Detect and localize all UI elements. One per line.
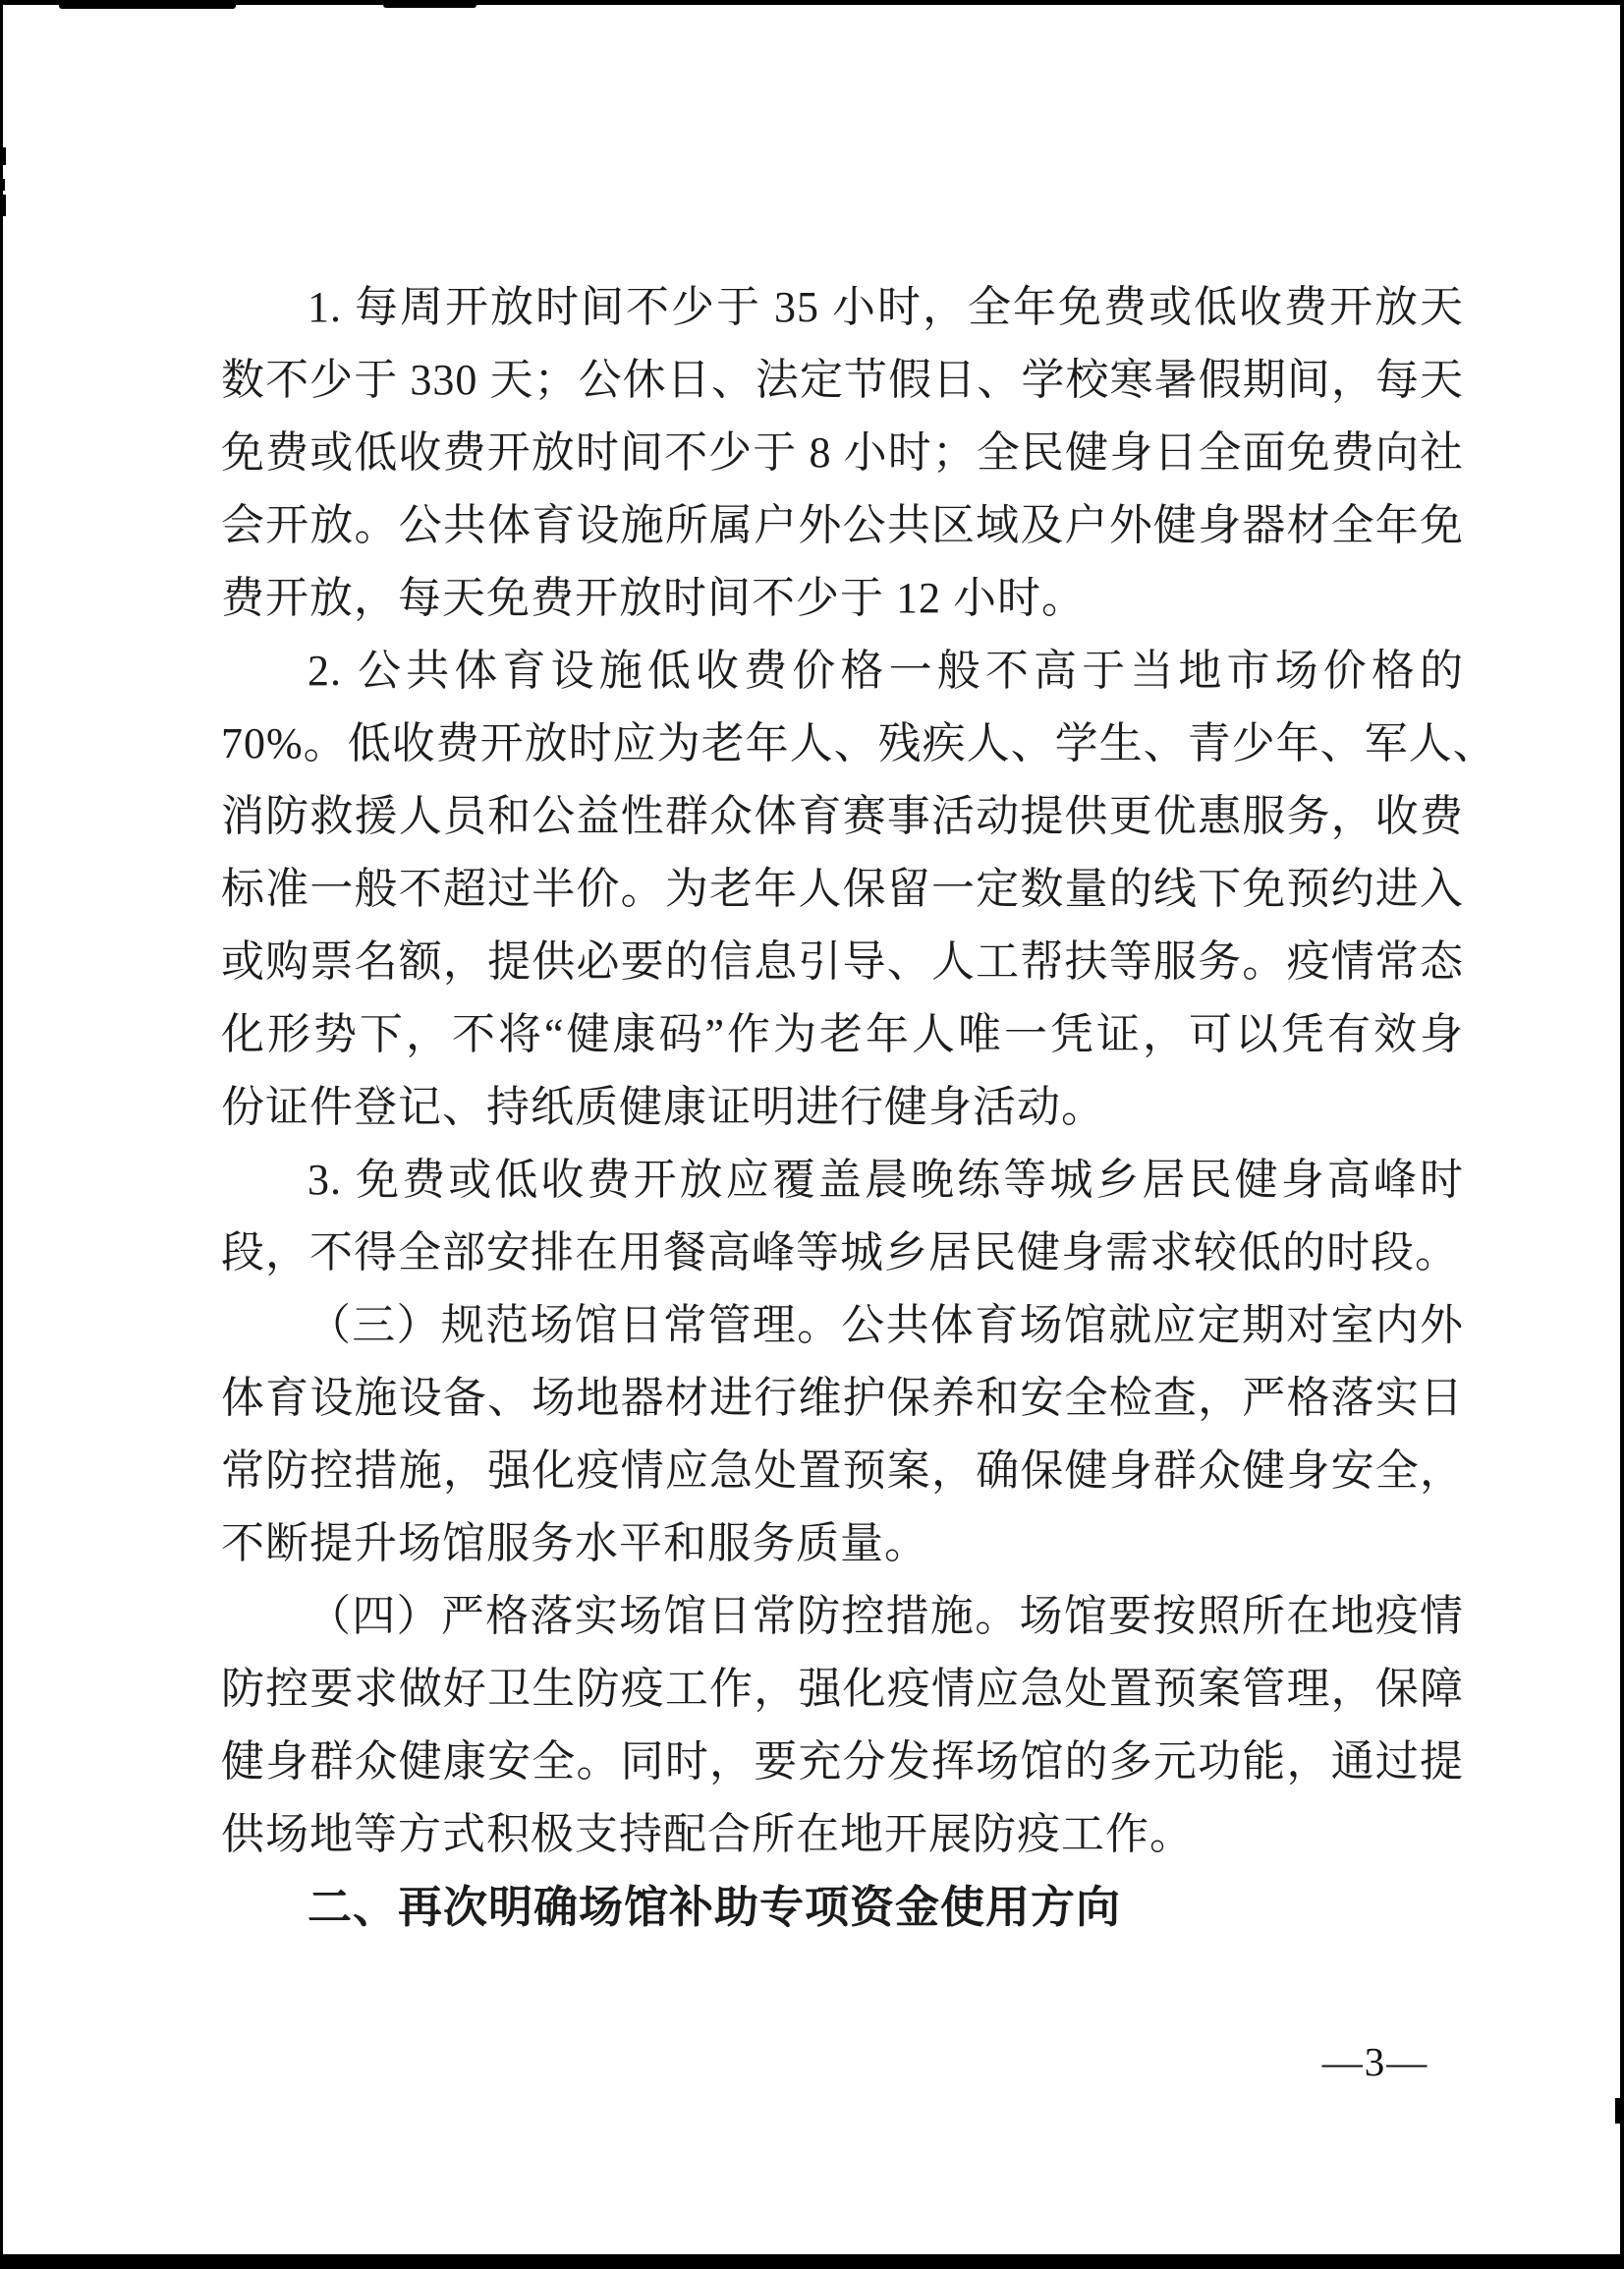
text-line: 段，不得全部安排在用餐高峰等城乡居民健身需求较低的时段。 [221,1228,1459,1276]
scan-edge-right [1620,0,1624,2269]
section-heading-text: 二、再次明确场馆补助专项资金使用方向 [308,1882,1122,1932]
text-line: 份证件登记、持纸质健康证明进行健身活动。 [221,1083,1105,1131]
paragraph-numbered-item-2 [221,635,1497,1144]
scan-edge-top [0,0,1624,5]
page-number: —3— [1321,2039,1429,2084]
text-line: 体育设施设备、场地器材进行维护保养和安全检查，严格落实日 [221,1374,1464,1422]
text-line: 供场地等方式积极支持配合所在地开展防疫工作。 [221,1810,1194,1858]
scan-edge-top-blob [383,0,476,8]
text-line: 健身群众健康安全。同时，要充分发挥场馆的多元功能，通过提 [221,1737,1464,1786]
text-line: 费开放，每天免费开放时间不少于 12 小时。 [221,574,1086,622]
scan-edge-left-mark [0,195,6,216]
text-line: 会开放。公共体育设施所属户外公共区域及户外健身器材全年免 [221,501,1464,549]
section-heading [221,1871,1464,1944]
scan-edge-left-mark [0,147,6,165]
text-line: 3. 免费或低收费开放应覆盖晨晚练等城乡居民健身高峰时 [308,1156,1464,1204]
text-line: （四）严格落实场馆日常防控措施。场馆要按照所在地疫情 [308,1592,1464,1640]
text-line: 化形势下，不将“健康码”作为老年人唯一凭证，可以凭有效身 [221,1010,1464,1058]
paragraph-section-item-3 [221,1289,1464,1580]
text-line: 70%。低收费开放时应为老年人、残疾人、学生、青少年、军人、 [221,719,1497,767]
text-line: （三）规范场馆日常管理。公共体育场馆就应定期对室内外 [308,1301,1464,1349]
scan-edge-top-blob [59,0,236,9]
scan-edge-left-mark [0,179,5,191]
paragraph-numbered-item-3 [221,1144,1464,1289]
text-line: 1. 每周开放时间不少于 35 小时，全年免费或低收费开放天 [308,283,1464,331]
text-line: 常防控措施，强化疫情应急处置预案，确保健身群众健身安全， [221,1446,1464,1495]
document-body [221,271,1497,1944]
text-line: 或购票名额，提供必要的信息引导、人工帮扶等服务。疫情常态 [221,937,1464,986]
scan-edge-left [0,0,3,2269]
text-line: 2. 公共体育设施低收费价格一般不高于当地市场价格的 [308,647,1464,695]
paragraph-numbered-item-1 [221,271,1464,635]
scan-edge-bottom [0,2254,1624,2269]
scan-edge-right-mark [1615,2098,1624,2124]
text-line: 免费或低收费开放时间不少于 8 小时；全民健身日全面免费向社 [221,428,1464,477]
text-line: 数不少于 330 天；公休日、法定节假日、学校寒暑假期间，每天 [221,356,1464,404]
text-line: 标准一般不超过半价。为老年人保留一定数量的线下免预约进入 [221,865,1464,913]
text-line: 消防救援人员和公益性群众体育赛事活动提供更优惠服务，收费 [221,792,1464,840]
paragraph-section-item-4 [221,1580,1464,1871]
text-line: 不断提升场馆服务水平和服务质量。 [221,1519,928,1567]
text-line: 防控要求做好卫生防疫工作，强化疫情应急处置预案管理，保障 [221,1665,1464,1713]
